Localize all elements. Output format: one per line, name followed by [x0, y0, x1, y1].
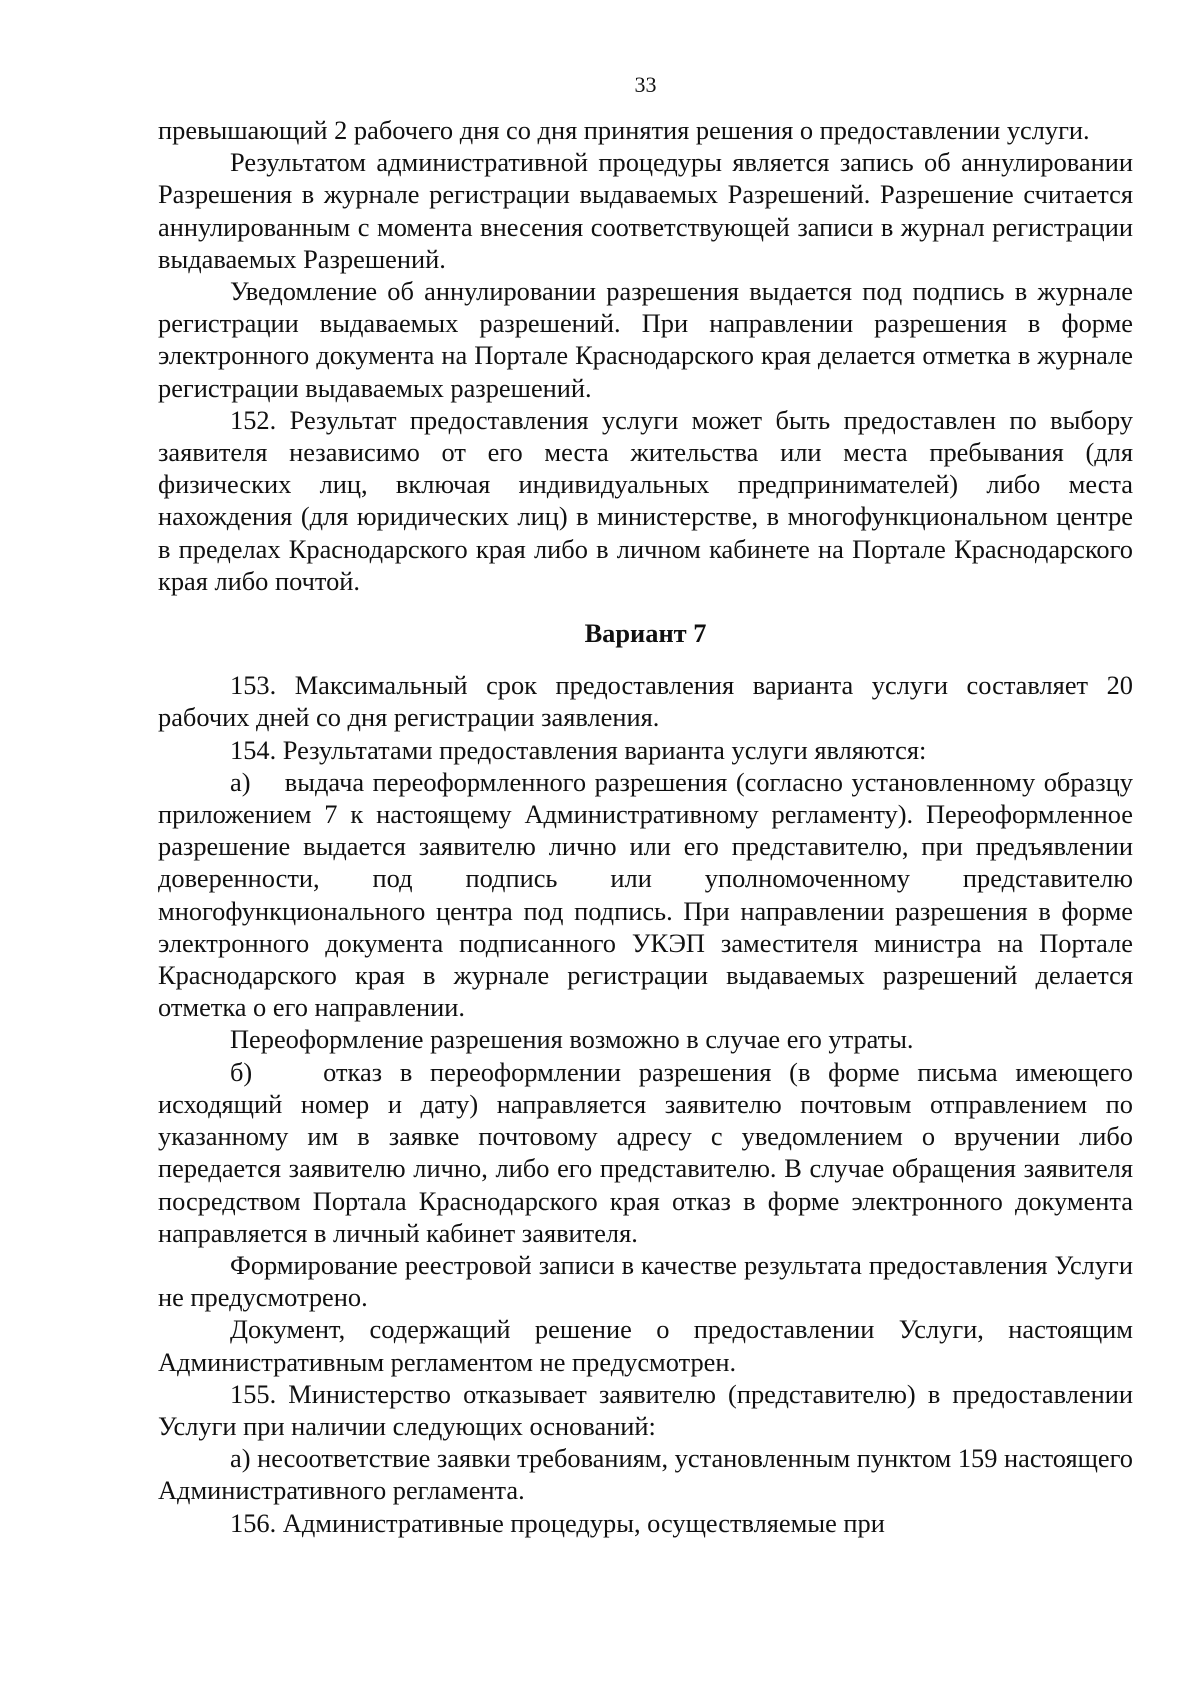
paragraph-154: 154. Результатами предоставления варианта услуги являются:: [230, 734, 927, 765]
paragraph-154-a: а) выдача переоформленного разрешения (согласно установленному образцу приложением 7 к настоящему Административному регламенту). Переоформленное разрешение выдается заявителю лично или его представителю, при предъявлении доверенности, под подпись или уполномоченному представителю многофункционального центра под подпись. При направлении разрешения в форме электронного документа подписанного УКЭП заместителя министра на Портале Краснодарского края в журнале регистрации выдаваемых разрешений делается отметка о его направлении.: [158, 766, 1133, 1023]
paragraph-notification-annulment: Уведомление об аннулировании разрешения выдается под подпись в журнале регистрации выдаваемых разрешений. При направлении разрешения в форме электронного документа на Портале Краснодарского края делается отметка в журнале регистрации выдаваемых разрешений.: [158, 276, 1133, 403]
paragraph-155: 155. Министерство отказывает заявителю (представителю) в предоставлении Услуги при наличии следующих оснований:: [158, 1378, 1133, 1441]
paragraph-continuation: превышающий 2 рабочего дня со дня принятия решения о предоставлении услуги.: [158, 115, 1090, 145]
paragraph-result-annulment: Результатом административной процедуры является запись об аннулировании Разрешения в журнале регистрации выдаваемых Разрешений. Разрешение считается аннулированным с момента внесения соответствующей записи в журнал регистрации выдаваемых Разрешений.: [158, 147, 1133, 274]
paragraph-154-b: б) отказ в переоформлении разрешения (в форме письма имеющего исходящий номер и дату) направляется заявителю почтовым отправлением по указанному им в заявке почтовому адресу с уведомлением о вручении либо передается заявителю лично, либо его представителю. В случае обращения заявителя посредством Портала Краснодарского края отказ в форме электронного документа направляется в личный кабинет заявителя.: [158, 1056, 1133, 1248]
document-page: [158, 72, 1133, 1539]
paragraph-153: 153. Максимальный срок предоставления варианта услуги составляет 20 рабочих дней со дня регистрации заявления.: [158, 670, 1133, 733]
paragraph-registry-record: Формирование реестровой записи в качестве результата предоставления Услуги не предусмотрено.: [158, 1249, 1133, 1313]
paragraph-156: 156. Административные процедуры, осуществляемые при: [230, 1507, 885, 1538]
paragraph-152: 152. Результат предоставления услуги может быть предоставлен по выбору заявителя независимо от его места жительства или места пребывания (для физических лиц, включая индивидуальных предпринимателей) либо места нахождения (для юридических лиц) в министерстве, в многофункциональном центре в пределах Краснодарского края либо в личном кабинете на Портале Краснодарского края либо почтой.: [158, 404, 1133, 596]
paragraph-155-a: а) несоответствие заявки требованиям, установленным пунктом 159 настоящего Административного регламента.: [158, 1443, 1133, 1506]
page-number: 33: [634, 72, 657, 97]
paragraph-decision-document: Документ, содержащий решение о предоставлении Услуги, настоящим Административным регламентом не предусмотрен.: [158, 1314, 1133, 1377]
paragraph-reissue-loss: Переоформление разрешения возможно в случае его утраты.: [230, 1024, 914, 1055]
section-heading-variant-7: Вариант 7: [584, 618, 707, 649]
